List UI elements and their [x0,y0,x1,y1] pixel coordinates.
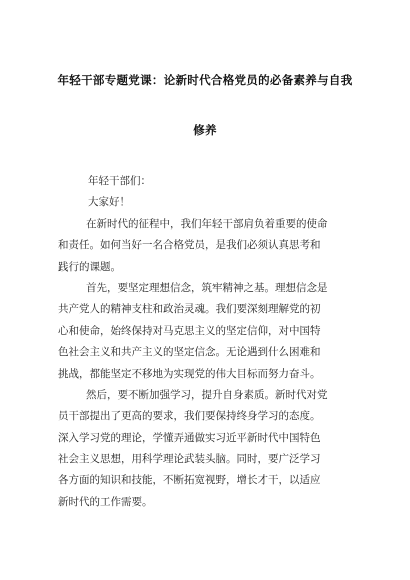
paragraph-line: 心和使命，始终保持对马克思主义的坚定信仰，对中国特 [58,324,321,337]
paragraph-line: 践行的课题。 [58,260,121,273]
paragraph-line: 和责任。如何当好一名合格党员，是我们必须认真思考和 [58,239,321,252]
document-title-line-1: 年轻干部专题党课：论新时代合格党员的必备素养与自我 [57,73,353,87]
paragraph-line: 然后，要不断加强学习，提升自身素质。新时代对党 [86,388,328,401]
paragraph-line: 深入学习党的理论，学懂弄通做实习近平新时代中国特色 [58,431,321,444]
greeting: 大家好！ [88,196,130,209]
paragraph-line: 首先，要坚定理想信念，筑牢精神之基。理想信念是 [86,281,328,294]
paragraph-line: 共产党人的精神支柱和政治灵魂。我们要深刻理解党的初 [58,303,321,316]
document-body [58,171,328,513]
paragraph-line: 挑战，都能坚定不移地为实现党的伟大目标而努力奋斗。 [58,367,321,380]
paragraph-line: 各方面的知识和技能，不断拓宽视野，增长才干，以适应 [58,474,321,487]
paragraph-line: 员干部提出了更高的要求，我们要保持终身学习的态度。 [58,410,321,423]
paragraph-line: 在新时代的征程中，我们年轻干部肩负着重要的使命 [86,217,328,230]
salutation: 年轻干部们： [88,175,151,187]
paragraph-line: 色社会主义和共产主义的坚定信念。无论遇到什么困难和 [58,346,321,359]
paragraph-line: 社会主义思想，用科学理论武装头脑。同时，要广泛学习 [58,453,321,466]
document-title-line-2: 修养 [193,123,217,137]
paragraph-line: 新时代的工作需要。 [58,495,153,508]
